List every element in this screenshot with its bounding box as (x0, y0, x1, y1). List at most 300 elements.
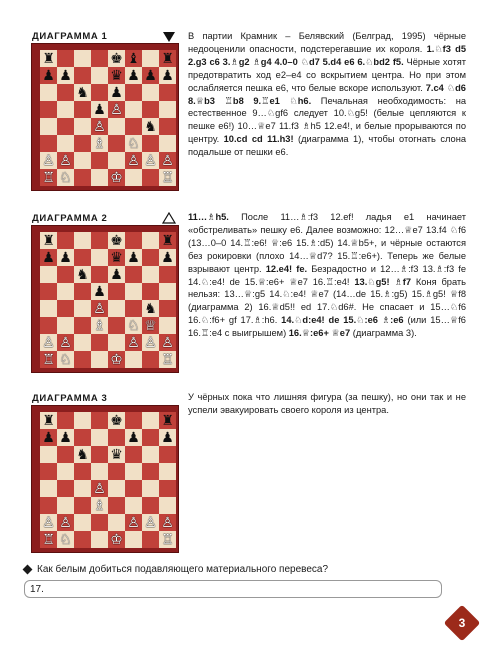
answer-field[interactable] (24, 580, 442, 598)
board-square (125, 118, 142, 135)
board-square (91, 50, 108, 67)
board-square (125, 514, 142, 531)
black-pawn-icon: ♟ (42, 429, 55, 446)
board-square (91, 152, 108, 169)
board-square (40, 169, 57, 186)
board-square (91, 317, 108, 334)
board-square (40, 497, 57, 514)
board-square (91, 169, 108, 186)
white-knight-icon: ♘ (59, 531, 72, 548)
black-rook-icon: ♜ (42, 50, 55, 67)
board-square (142, 334, 159, 351)
white-rook-icon: ♖ (42, 351, 55, 368)
board-square (57, 480, 74, 497)
black-rook-icon: ♜ (42, 232, 55, 249)
board-square (159, 283, 176, 300)
board-square (108, 249, 125, 266)
board-square (74, 283, 91, 300)
board-square (91, 300, 108, 317)
white-pawn-icon: ♙ (127, 152, 140, 169)
board-square (142, 152, 159, 169)
board-square (159, 480, 176, 497)
board-square (91, 531, 108, 548)
text-run: Чёрные хотят предотвратить ход e2–e4 со вскрытием центра. Но при этом ослабляется пешка e6, что белые вскоре используют. (188, 56, 466, 93)
board-square (57, 446, 74, 463)
board-square (108, 169, 125, 186)
board-square (74, 249, 91, 266)
board-square (57, 84, 74, 101)
board-square (142, 50, 159, 67)
white-king-icon: ♔ (110, 531, 123, 548)
board-square (108, 514, 125, 531)
board-square (57, 531, 74, 548)
board-square (74, 497, 91, 514)
board-square (159, 152, 176, 169)
board-square (74, 135, 91, 152)
board-square (91, 232, 108, 249)
black-pawn-icon: ♟ (93, 101, 106, 118)
black-pawn-icon: ♟ (59, 67, 72, 84)
board-square (142, 232, 159, 249)
board-square (91, 412, 108, 429)
white-pawn-icon: ♙ (42, 152, 55, 169)
board-square (57, 152, 74, 169)
board-square (159, 67, 176, 84)
text-run: 14.♘d:e4! de 15.♘:e6 ♗:e6 (281, 315, 404, 326)
board-square (159, 497, 176, 514)
board-square (74, 429, 91, 446)
black-pawn-icon: ♟ (127, 67, 140, 84)
black-king-icon: ♚ (110, 412, 123, 429)
paragraph-3 (188, 391, 466, 417)
question-row (24, 564, 328, 575)
board-square (91, 283, 108, 300)
board-square (57, 67, 74, 84)
black-pawn-icon: ♟ (59, 429, 72, 446)
board-square (57, 283, 74, 300)
board-square (74, 118, 91, 135)
board-square (40, 232, 57, 249)
board-square (142, 249, 159, 266)
board-square (91, 135, 108, 152)
black-pawn-icon: ♟ (110, 266, 123, 283)
board-square (91, 351, 108, 368)
white-bishop-icon: ♗ (93, 135, 106, 152)
board-square (159, 50, 176, 67)
board-square (108, 135, 125, 152)
board-square (57, 497, 74, 514)
board-square (159, 446, 176, 463)
board-square (91, 480, 108, 497)
board-square (159, 232, 176, 249)
board-square (74, 317, 91, 334)
board-square (142, 463, 159, 480)
text-run: 10.cd cd 11.h3! (223, 134, 294, 145)
board-square (74, 531, 91, 548)
black-pawn-icon: ♟ (144, 67, 157, 84)
board-square (125, 412, 142, 429)
white-king-icon: ♔ (110, 351, 123, 368)
board-square (108, 351, 125, 368)
board-grid (40, 412, 176, 548)
board-square (125, 169, 142, 186)
board-square (40, 249, 57, 266)
white-rook-icon: ♖ (161, 351, 174, 368)
white-to-move-icon (162, 212, 176, 224)
black-knight-icon: ♞ (144, 300, 157, 317)
board-square (40, 266, 57, 283)
board-square (142, 283, 159, 300)
board-square (108, 531, 125, 548)
white-queen-icon: ♕ (144, 317, 157, 334)
board-square (125, 135, 142, 152)
board-square (91, 497, 108, 514)
board-square (40, 317, 57, 334)
board-square (74, 351, 91, 368)
board-square (159, 84, 176, 101)
board-square (74, 152, 91, 169)
board-square (91, 446, 108, 463)
chessboard-3 (31, 405, 179, 553)
board-square (91, 334, 108, 351)
board-square (159, 351, 176, 368)
black-queen-icon: ♛ (110, 249, 123, 266)
board-square (125, 446, 142, 463)
text-run: В партии Крамник – Белявский (Белград, 1995) чёрные недооценили опасности, подстерегавшие их короля. (188, 31, 466, 54)
paragraph-2 (188, 211, 466, 340)
black-rook-icon: ♜ (42, 412, 55, 429)
white-pawn-icon: ♙ (144, 152, 157, 169)
chessboard-1 (31, 43, 179, 191)
black-pawn-icon: ♟ (127, 429, 140, 446)
board-square (40, 480, 57, 497)
board-square (159, 266, 176, 283)
board-square (74, 300, 91, 317)
board-square (159, 249, 176, 266)
board-square (125, 334, 142, 351)
board-square (74, 266, 91, 283)
board-square (108, 50, 125, 67)
board-square (40, 283, 57, 300)
board-square (142, 118, 159, 135)
board-square (91, 249, 108, 266)
board-square (40, 412, 57, 429)
white-pawn-icon: ♙ (161, 334, 174, 351)
white-knight-icon: ♘ (59, 169, 72, 186)
board-square (125, 351, 142, 368)
white-pawn-icon: ♙ (93, 300, 106, 317)
board-square (142, 266, 159, 283)
board-square (125, 497, 142, 514)
board-square (108, 480, 125, 497)
text-run: 12.e4! fe. (265, 263, 308, 274)
board-square (40, 514, 57, 531)
board-square (40, 67, 57, 84)
text-run: Печальная необходимость: на естественное 9…♘gf6 следует 10.♘g5! (белые цепляются к пешке e6!) 10…♕e7 11.f3 ♗h5 12.e4!, и белые прорываются по центру. (188, 95, 466, 145)
white-knight-icon: ♘ (127, 135, 140, 152)
black-knight-icon: ♞ (76, 446, 89, 463)
board-square (159, 514, 176, 531)
board-square (125, 317, 142, 334)
board-square (40, 118, 57, 135)
board-square (40, 84, 57, 101)
board-square (74, 84, 91, 101)
board-square (57, 351, 74, 368)
board-square (91, 118, 108, 135)
white-pawn-icon: ♙ (161, 514, 174, 531)
black-pawn-icon: ♟ (161, 249, 174, 266)
white-pawn-icon: ♙ (93, 118, 106, 135)
board-square (108, 84, 125, 101)
white-rook-icon: ♖ (161, 169, 174, 186)
board-square (159, 169, 176, 186)
board-square (108, 118, 125, 135)
black-pawn-icon: ♟ (42, 249, 55, 266)
black-knight-icon: ♞ (144, 118, 157, 135)
board-square (108, 300, 125, 317)
board-square (159, 101, 176, 118)
diagram-1-label: ДИАГРАММА 1 (32, 31, 108, 42)
black-pawn-icon: ♟ (161, 429, 174, 446)
white-pawn-icon: ♙ (59, 334, 72, 351)
board-square (159, 300, 176, 317)
board-square (108, 412, 125, 429)
text-run: 11…♗h5. (188, 212, 229, 222)
white-rook-icon: ♖ (42, 531, 55, 548)
black-pawn-icon: ♟ (93, 283, 106, 300)
question-text: Как белым добиться подавляющего материального перевеса? (37, 564, 329, 575)
black-queen-icon: ♛ (110, 446, 123, 463)
board-square (91, 514, 108, 531)
board-grid (40, 232, 176, 368)
board-square (74, 463, 91, 480)
board-square (57, 249, 74, 266)
text-run: 13.♘g5! ♗f7 (354, 276, 412, 287)
black-pawn-icon: ♟ (42, 67, 55, 84)
board-square (91, 463, 108, 480)
page-number: 3 (458, 616, 466, 630)
black-pawn-icon: ♟ (161, 67, 174, 84)
text-run: (или 15…♕f6 16.♖:e4 с выигрышем) (188, 315, 466, 339)
board-square (142, 317, 159, 334)
diamond-bullet-icon (23, 565, 33, 575)
board-square (57, 300, 74, 317)
board-square (159, 463, 176, 480)
board-square (91, 429, 108, 446)
board-square (108, 101, 125, 118)
white-pawn-icon: ♙ (127, 514, 140, 531)
black-king-icon: ♚ (110, 50, 123, 67)
board-square (40, 50, 57, 67)
board-square (159, 429, 176, 446)
board-square (142, 351, 159, 368)
white-pawn-icon: ♙ (93, 480, 106, 497)
board-square (40, 446, 57, 463)
board-square (125, 300, 142, 317)
board-square (108, 266, 125, 283)
board-square (40, 101, 57, 118)
board-square (142, 84, 159, 101)
board-square (108, 497, 125, 514)
board-square (57, 412, 74, 429)
chessboard-2 (31, 225, 179, 373)
board-square (142, 67, 159, 84)
board-square (142, 531, 159, 548)
board-square (40, 351, 57, 368)
board-square (74, 50, 91, 67)
board-square (91, 266, 108, 283)
board-square (159, 334, 176, 351)
board-square (40, 152, 57, 169)
board-square (108, 152, 125, 169)
board-square (57, 50, 74, 67)
board-grid (40, 50, 176, 186)
board-square (40, 334, 57, 351)
board-square (125, 232, 142, 249)
board-square (142, 300, 159, 317)
board-square (74, 480, 91, 497)
board-square (57, 135, 74, 152)
board-square (108, 334, 125, 351)
board-square (159, 531, 176, 548)
board-square (108, 67, 125, 84)
board-square (125, 152, 142, 169)
board-square (125, 50, 142, 67)
answer-prefix: 17. (30, 583, 44, 595)
board-square (142, 101, 159, 118)
board-square (74, 101, 91, 118)
white-knight-icon: ♘ (127, 317, 140, 334)
paragraph-1 (188, 30, 466, 159)
board-square (108, 446, 125, 463)
board-square (57, 266, 74, 283)
board-square (74, 334, 91, 351)
board-square (125, 84, 142, 101)
board-square (142, 135, 159, 152)
board-square (91, 84, 108, 101)
board-square (108, 429, 125, 446)
board-square (142, 446, 159, 463)
black-knight-icon: ♞ (76, 266, 89, 283)
board-square (159, 317, 176, 334)
board-square (108, 317, 125, 334)
board-square (40, 531, 57, 548)
diagram-3-label: ДИАГРАММА 3 (32, 393, 108, 404)
board-square (159, 118, 176, 135)
board-square (74, 232, 91, 249)
board-square (125, 67, 142, 84)
board-square (142, 514, 159, 531)
white-pawn-icon: ♙ (42, 334, 55, 351)
board-square (57, 169, 74, 186)
white-pawn-icon: ♙ (144, 334, 157, 351)
board-square (125, 101, 142, 118)
black-pawn-icon: ♟ (110, 84, 123, 101)
white-pawn-icon: ♙ (161, 152, 174, 169)
black-king-icon: ♚ (110, 232, 123, 249)
board-square (74, 412, 91, 429)
board-square (91, 101, 108, 118)
board-square (40, 300, 57, 317)
black-queen-icon: ♛ (110, 67, 123, 84)
board-square (40, 463, 57, 480)
board-square (108, 463, 125, 480)
white-knight-icon: ♘ (59, 351, 72, 368)
black-rook-icon: ♜ (161, 412, 174, 429)
board-square (125, 463, 142, 480)
white-pawn-icon: ♙ (59, 152, 72, 169)
black-to-move-icon (162, 31, 176, 43)
text-run: (диаграмма 3). (350, 328, 417, 339)
text-run: (диаграмма 1), чтобы отогнать слона подальше от пешки e6. (188, 134, 467, 158)
board-square (125, 266, 142, 283)
diagram-2-label: ДИАГРАММА 2 (32, 213, 108, 224)
white-rook-icon: ♖ (42, 169, 55, 186)
board-square (74, 67, 91, 84)
board-square (57, 101, 74, 118)
black-knight-icon: ♞ (76, 84, 89, 101)
white-pawn-icon: ♙ (110, 101, 123, 118)
board-square (57, 317, 74, 334)
board-square (142, 412, 159, 429)
white-pawn-icon: ♙ (127, 334, 140, 351)
board-square (108, 232, 125, 249)
white-pawn-icon: ♙ (42, 514, 55, 531)
board-square (74, 446, 91, 463)
board-square (74, 514, 91, 531)
board-square (125, 283, 142, 300)
text-run: Безрадостно и 12…♗:f3 13.♗:f3 fe 14.♘:e4! de 15.♕:e6+ ♕e7 16.♖:e4! (188, 263, 466, 287)
black-pawn-icon: ♟ (127, 249, 140, 266)
text-run: После 11…♗:f3 12.ef! ладья e1 начинает «обстреливать» пешку e6. Далее возможно: 12…♕e7 13.f4 ♘f6 (13…0–0 14.♖:e6! ♕:e6 15.♗:d5) 14.♕b5+, и чёрные остаются без рокировки (плохо 14…♕d7? 15.♖:e6+). Теперь же белые взрывают центр. (188, 212, 466, 274)
board-square (91, 67, 108, 84)
board-square (142, 429, 159, 446)
white-pawn-icon: ♙ (144, 514, 157, 531)
board-square (40, 135, 57, 152)
board-square (159, 412, 176, 429)
black-rook-icon: ♜ (161, 50, 174, 67)
board-square (125, 249, 142, 266)
text-run: 1.♘f3 d5 2.g3 c6 3.♗g2 ♗g4 4.0–0 ♘d7 5.d4 e6 6.♘bd2 f5. (188, 43, 466, 67)
white-king-icon: ♔ (110, 169, 123, 186)
white-pawn-icon: ♙ (59, 514, 72, 531)
text-run: 7.c4 ♘d6 8.♕b3 ♖b8 9.♖e1 ♘h6. (188, 82, 466, 106)
text-run: 16.♕:e6+ ♕e7 (288, 328, 351, 339)
white-bishop-icon: ♗ (93, 317, 106, 334)
board-square (74, 169, 91, 186)
board-square (159, 135, 176, 152)
board-square (57, 118, 74, 135)
black-pawn-icon: ♟ (59, 249, 72, 266)
board-square (125, 531, 142, 548)
board-square (142, 169, 159, 186)
board-square (142, 497, 159, 514)
board-square (57, 463, 74, 480)
board-square (125, 480, 142, 497)
board-square (142, 480, 159, 497)
text-run: Коня брать нельзя: 13…♕:g5 14.♘:e4! ♕e7 (14…de 15.♗:g5) 15.♗g5! ♕f8 (диаграмма 2) 16.♕d5!! ed 17.♘d6#. Не спасает и 15…♘f6 16.♘:f6+ gf 17.♗:h6. (188, 276, 467, 326)
board-square (40, 429, 57, 446)
text-run: У чёрных пока что лишняя фигура (за пешку), но они так и не успели эвакуировать своего короля из центра. (188, 392, 466, 415)
black-rook-icon: ♜ (161, 232, 174, 249)
black-bishop-icon: ♝ (127, 50, 140, 67)
board-square (57, 334, 74, 351)
white-rook-icon: ♖ (161, 531, 174, 548)
white-bishop-icon: ♗ (93, 497, 106, 514)
board-square (57, 232, 74, 249)
board-square (57, 429, 74, 446)
board-square (125, 429, 142, 446)
